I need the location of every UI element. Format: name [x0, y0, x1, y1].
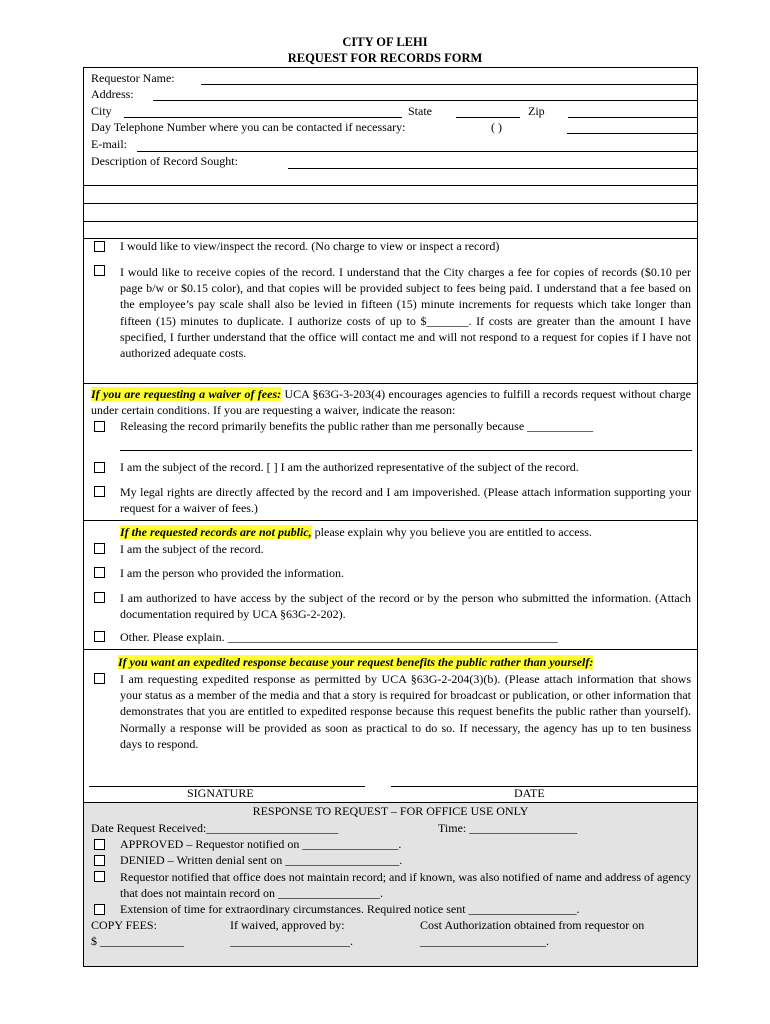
request-form: [83, 67, 698, 967]
cost-authorization-label: Cost Authorization obtained from requestor on: [420, 918, 645, 932]
description-field[interactable]: [288, 168, 698, 169]
view-option-text: I would like to view/inspect the record. (No charge to view or inspect a record): [120, 239, 500, 253]
not-maintained-checkbox[interactable]: [94, 871, 105, 882]
copies-option-text: I would like to receive copies of the record. I understand that the City charges a fee for copies of records ($0.10 per page b/w or $0.15 color), and that copies will be provided subject to fees being paid. I understand that a fee based on the employee’s pay scale shall also be levied in fifteen (15) minute increments for requests which take longer than fifteen (15) minutes to duplicate. I authorize costs of up to $_______. If costs are greater than the amount I have specified, I further understand that the office will contact me and will not respond to a request for copies if I have not authorized adequate costs.: [120, 265, 691, 361]
signature-label: SIGNATURE: [187, 786, 254, 800]
not-public-provider-text: I am the person who provided the information.: [120, 566, 344, 580]
cost-authorization-date: _____________________.: [420, 934, 549, 948]
extension-checkbox[interactable]: [94, 904, 105, 915]
expedited-heading-wrap: [118, 655, 593, 670]
address-label: Address:: [91, 87, 134, 101]
phone-area-code: ( ): [491, 120, 502, 134]
copy-fees-amount: $ ______________: [91, 934, 184, 948]
section-divider: [84, 802, 697, 803]
waiver-reason-line[interactable]: [120, 450, 692, 451]
zip-field[interactable]: [568, 117, 698, 118]
requestor-name-field[interactable]: [201, 84, 698, 85]
not-public-intro-text: please explain why you believe you are entitled to access.: [311, 525, 592, 539]
expedited-text: I am requesting expedited response as permitted by UCA §63G-2-204(3)(b). (Please attach information that shows your status as a member of the media and that a story is required for broadcast or publication, or other information that demonstrates that you are entitled to expedited response because this request benefits the public rather than yourself). Normally a response will be provided as soon as practical to do so. If necessary, the agency has up to ten business days to respond.: [120, 672, 691, 751]
not-public-authorized-checkbox[interactable]: [94, 592, 105, 603]
time-text: Time: __________________: [438, 821, 578, 835]
description-line: [84, 203, 697, 204]
form-title: REQUEST FOR RECORDS FORM: [287, 51, 483, 65]
waiver-public-benefit-text: Releasing the record primarily benefits the public rather than me personally because ___________: [120, 419, 594, 433]
zip-label: Zip: [528, 104, 545, 118]
approved-checkbox[interactable]: [94, 839, 105, 850]
date-label: DATE: [514, 786, 545, 800]
not-public-authorized-text: I am authorized to have access by the subject of the record or by the person who submitted the information. (Attach documentation required by UCA §63G-2-202).: [120, 591, 691, 622]
description-label: Description of Record Sought:: [91, 154, 238, 168]
waiver-legal-rights-checkbox[interactable]: [94, 486, 105, 497]
city-field[interactable]: [124, 117, 402, 118]
state-label: State: [408, 104, 432, 118]
waiver-subject-text: I am the subject of the record. [ ] I am the authorized representative of the subject of the record.: [120, 460, 579, 474]
date-received-text: Date Request Received:______________________: [91, 821, 339, 835]
copy-fees-label: COPY FEES:: [91, 918, 157, 932]
denied-checkbox[interactable]: [94, 855, 105, 866]
approved-text: APPROVED – Requestor notified on ________________.: [120, 837, 402, 851]
not-public-provider-checkbox[interactable]: [94, 567, 105, 578]
section-divider: [84, 383, 697, 384]
not-public-heading: If the requested records are not public,: [120, 525, 312, 539]
copies-checkbox[interactable]: [94, 265, 105, 276]
denied-text: DENIED – Written denial sent on ___________________.: [120, 853, 403, 867]
section-divider: [84, 520, 697, 521]
not-public-other-checkbox[interactable]: [94, 631, 105, 642]
state-field[interactable]: [456, 117, 520, 118]
waiver-intro-text: UCA §63G-3-203(4) encourages agencies to fulfill a records request without charge under certain conditions. If you are requesting a waiver, indicate the reason:: [91, 387, 692, 418]
description-line: [84, 221, 697, 222]
not-public-other-text: Other. Please explain. _______________________________________________________: [120, 630, 558, 644]
email-field[interactable]: [137, 151, 698, 152]
waived-approver: ____________________.: [230, 934, 353, 948]
phone-label: Day Telephone Number where you can be contacted if necessary:: [91, 120, 406, 134]
waiver-public-benefit-checkbox[interactable]: [94, 421, 105, 432]
waiver-legal-rights-text: My legal rights are directly affected by the record and I am impoverished. (Please attach information supporting your request for a waiver of fees.): [120, 485, 691, 516]
expedited-checkbox[interactable]: [94, 673, 105, 684]
waiver-intro: [91, 386, 691, 418]
not-public-subject-checkbox[interactable]: [94, 543, 105, 554]
office-use-heading: RESPONSE TO REQUEST – FOR OFFICE USE ONLY: [252, 804, 529, 818]
address-field[interactable]: [153, 100, 698, 101]
not-maintained-text: Requestor notified that office does not maintain record; and if known, was also notified of name and address of agency that does not maintain record on _________________.: [120, 870, 691, 901]
extension-text: Extension of time for extraordinary circumstances. Required notice sent __________________.: [120, 902, 580, 916]
city-label: City: [91, 104, 112, 118]
waiver-subject-checkbox[interactable]: [94, 462, 105, 473]
requestor-name-label: Requestor Name:: [91, 71, 175, 85]
expedited-heading: If you want an expedited response because your request benefits the public rather than yourself:: [118, 655, 594, 669]
section-divider: [84, 649, 697, 650]
waiver-heading: If you are requesting a waiver of fees:: [91, 387, 282, 401]
office-use-section: [84, 802, 697, 966]
email-label: E-mail:: [91, 137, 127, 151]
waived-label: If waived, approved by:: [230, 918, 345, 932]
view-checkbox[interactable]: [94, 241, 105, 252]
phone-field[interactable]: [567, 133, 698, 134]
description-line: [84, 185, 697, 186]
not-public-intro: [120, 525, 592, 540]
city-heading: CITY OF LEHI: [342, 35, 428, 49]
not-public-subject-text: I am the subject of the record.: [120, 542, 264, 556]
